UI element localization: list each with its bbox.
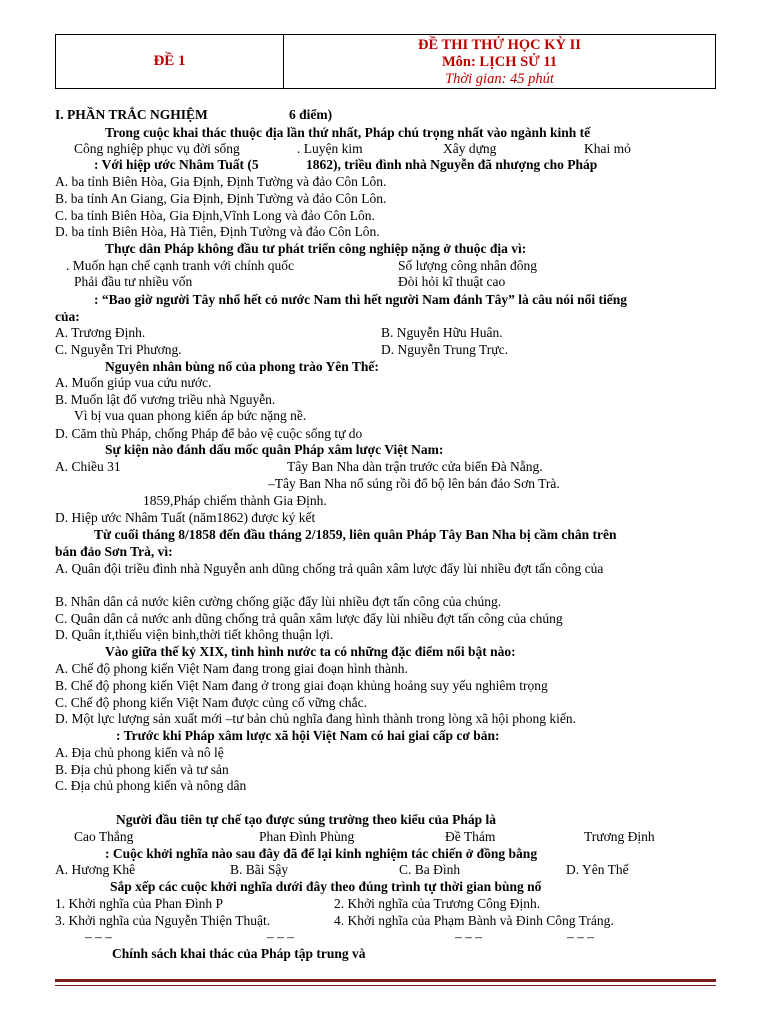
q11-option-b: B. Bãi Sậy <box>230 862 289 877</box>
q6-option-d: D. Hiệp ước Nhâm Tuất (năm1862) được ký kết <box>55 510 316 525</box>
q2-option-a: A. ba tỉnh Biên Hòa, Gia Định, Định Tường và đảo Côn Lôn. <box>55 174 387 189</box>
exam-title: ĐỀ THI THỬ HỌC KỲ II <box>418 37 581 53</box>
q3-option-c: Phải đầu tư nhiều vốn <box>74 274 193 289</box>
q2-option-c: C. ba tỉnh Biên Hòa, Gia Định,Vĩnh Long và đảo Côn Lôn. <box>55 208 375 223</box>
q8-option-d: D. Một lực lượng sản xuất mới –tư bản chủ nghĩa đang hình thành trong lòng xã hội phong kiến. <box>55 711 577 726</box>
q7-option-b: B. Nhân dân cả nước kiên cường chống giặc đẩy lùi nhiều đợt tấn công của chúng. <box>55 594 502 609</box>
q6-option-b: –Tây Ban Nha nổ súng rồi đổ bộ lên bán đảo Sơn Trà. <box>268 476 560 491</box>
q7-option-a: A. Quân đội triều đình nhà Nguyễn anh dũng chống trả quân xâm lược đẩy lùi nhiều đợt tấn công của <box>55 561 604 576</box>
q9-option-a: A. Địa chủ phong kiến và nô lệ <box>55 745 224 760</box>
question-9: : Trước khi Pháp xâm lược xã hội Việt Nam có hai giai cấp cơ bản: <box>116 728 500 743</box>
q7-option-c: C. Quân dân cả nước anh dũng chống trả quân xâm lược đẩy lùi nhiều đợt tấn công của chúng <box>55 611 563 626</box>
question-10: Người đầu tiên tự chế tạo được súng trường theo kiểu của Pháp là <box>116 812 496 827</box>
q4-option-b: B. Nguyễn Hữu Huân. <box>381 325 503 340</box>
footer-rule-thin <box>55 985 716 986</box>
q3-option-b: Số lượng công nhân đông <box>398 258 537 273</box>
question-1: Trong cuộc khai thác thuộc địa lần thứ nhất, Pháp chú trọng nhất vào ngành kinh tế <box>105 125 591 140</box>
q2-option-b: B. ba tỉnh An Giang, Gia Định, Định Tường và đảo Côn Lôn. <box>55 191 387 206</box>
question-7: Từ cuối tháng 8/1858 đến đầu tháng 2/1859, liên quân Pháp Tây Ban Nha bị cầm chân trên <box>94 527 617 542</box>
q6-option-a1: A. Chiều 31 <box>55 459 121 474</box>
q1-option-a: Công nghiệp phục vụ đời sống <box>74 141 240 156</box>
q1-option-c: Xây dựng <box>443 141 497 156</box>
q12-option-a: – – – <box>85 929 112 944</box>
q8-option-a: A. Chế độ phong kiến Việt Nam đang trong giai đoạn hình thành. <box>55 661 408 676</box>
q10-option-b: Phan Đình Phùng <box>259 829 355 844</box>
q11-option-a: A. Hương Khê <box>55 862 136 877</box>
q3-option-a: . Muốn hạn chế cạnh tranh với chính quốc <box>66 258 294 273</box>
question-2-part1: : Với hiệp ước Nhâm Tuất (5 <box>94 157 259 172</box>
question-8: Vào giữa thế kỷ XIX, tình hình nước ta có những đặc điểm nổi bật nào: <box>105 644 516 659</box>
q1-option-b: . Luyện kim <box>297 141 363 156</box>
section-score: 6 điểm) <box>289 107 333 122</box>
question-2-part2: 1862), triều đình nhà Nguyễn đã nhượng cho Pháp <box>306 157 598 172</box>
exam-subject: Môn: LỊCH SỬ 11 <box>441 54 558 70</box>
exam-header-box <box>55 34 716 89</box>
exam-time: Thời gian: 45 phút <box>445 71 554 87</box>
question-12: Sắp xếp các cuộc khởi nghĩa dưới đây theo đúng trình tự thời gian bùng nổ <box>110 879 542 894</box>
q5-option-d: D. Căm thù Pháp, chống Pháp để bảo vệ cuộc sống tự do <box>55 426 363 441</box>
question-3: Thực dân Pháp không đầu tư phát triển công nghiệp nặng ở thuộc địa vì: <box>105 241 527 256</box>
q9-option-b: B. Địa chủ phong kiến và tư sản <box>55 762 229 777</box>
exam-title-block <box>284 37 715 88</box>
q10-option-d: Trương Định <box>584 829 655 844</box>
q4-option-d: D. Nguyễn Trung Trực. <box>381 342 508 357</box>
q7-option-d: D. Quân ít,thiếu viện binh,thời tiết không thuận lợi. <box>55 627 334 642</box>
q6-option-a2: Tây Ban Nha dàn trận trước cửa biển Đà Nẵng. <box>287 459 543 474</box>
question-4-cont: của: <box>55 309 80 324</box>
q12-option-c: – – – <box>455 929 482 944</box>
q10-option-c: Đề Thám <box>445 829 496 844</box>
question-6: Sự kiện nào đánh dấu mốc quân Pháp xâm lược Việt Nam: <box>105 442 444 457</box>
q8-option-c: C. Chế độ phong kiến Việt Nam được củng cố vững chắc. <box>55 695 368 710</box>
q12-item-3: 3. Khởi nghĩa của Nguyễn Thiện Thuật. <box>55 913 271 928</box>
q5-option-c: Vì bị vua quan phong kiến áp bức nặng nề. <box>74 408 307 423</box>
q11-option-d: D. Yên Thế <box>566 862 629 877</box>
footer-rule-thick <box>55 979 716 982</box>
question-4: : “Bao giờ người Tây nhổ hết cỏ nước Nam thì hết người Nam đánh Tây” là câu nói nổi tiếng <box>94 292 628 307</box>
question-11: : Cuộc khởi nghĩa nào sau đây đã để lại kinh nghiệm tác chiến ở đồng bằng <box>105 846 538 861</box>
q6-option-c: 1859,Pháp chiếm thành Gia Định. <box>143 493 327 508</box>
q3-option-d: Đòi hỏi kĩ thuật cao <box>398 274 506 289</box>
q12-item-2: 2. Khởi nghĩa của Trương Công Định. <box>334 896 541 911</box>
q8-option-b: B. Chế độ phong kiến Việt Nam đang ở trong giai đoạn khủng hoảng suy yếu nghiêm trọng <box>55 678 548 693</box>
question-5: Nguyên nhân bùng nổ của phong trào Yên Thế: <box>105 359 379 374</box>
q10-option-a: Cao Thắng <box>74 829 134 844</box>
q12-option-d: – – – <box>567 929 594 944</box>
q12-item-4: 4. Khởi nghĩa của Phạm Bành và Đinh Công Tráng. <box>334 913 614 928</box>
q9-option-c: C. Địa chủ phong kiến và nông dân <box>55 778 247 793</box>
q12-option-b: – – – <box>267 929 294 944</box>
question-13: Chính sách khai thác của Pháp tập trung và <box>112 946 366 961</box>
q1-option-d: Khai mỏ <box>584 141 631 156</box>
q5-option-a: A. Muốn giúp vua cứu nước. <box>55 375 212 390</box>
q4-option-c: C. Nguyễn Tri Phương. <box>55 342 182 357</box>
section-title: I. PHẦN TRẮC NGHIỆM <box>55 107 208 122</box>
q2-option-d: D. ba tỉnh Biên Hòa, Hà Tiên, Định Tường và đảo Côn Lôn. <box>55 224 380 239</box>
q4-option-a: A. Trương Định. <box>55 325 146 340</box>
q5-option-b: B. Muốn lật đổ vương triều nhà Nguyễn. <box>55 392 276 407</box>
q12-item-1: 1. Khởi nghĩa của Phan Đình P <box>55 896 223 911</box>
q11-option-c: C. Ba Đình <box>399 862 461 877</box>
question-7-cont: bán đảo Sơn Trà, vì: <box>55 544 173 559</box>
exam-code: ĐỀ 1 <box>153 53 186 69</box>
